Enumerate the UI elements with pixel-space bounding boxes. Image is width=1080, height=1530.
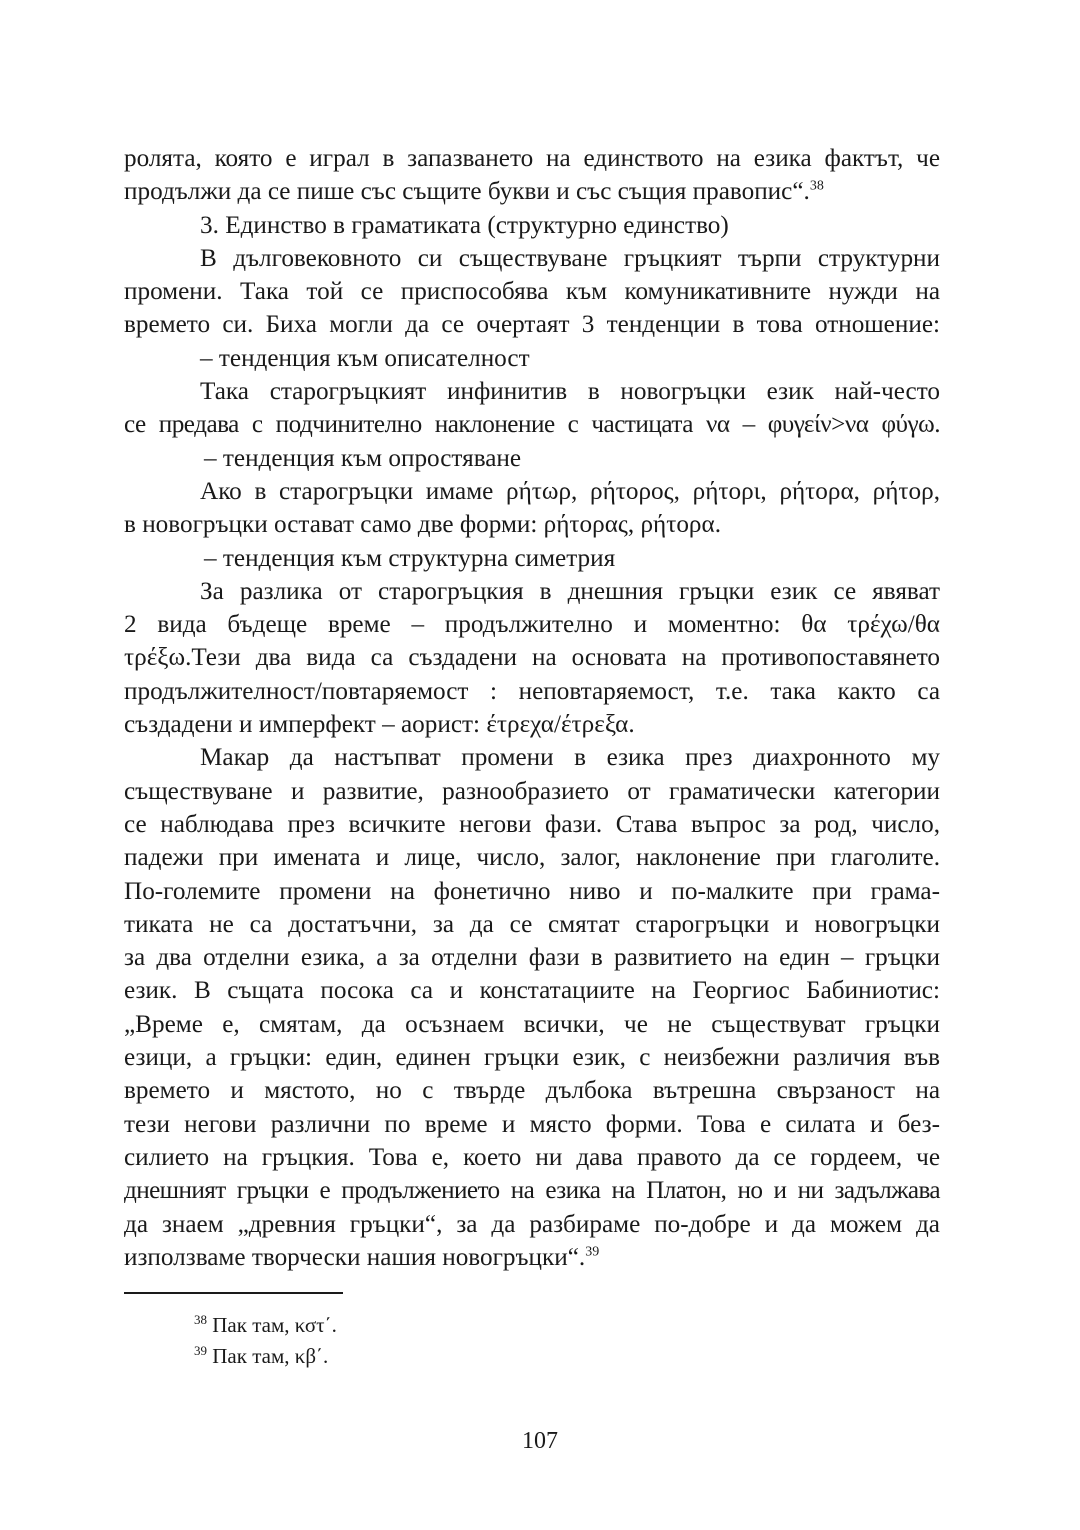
text-line: силието на гръцкия. Това е, което ни дава правото да се гордеем, че: [124, 1143, 940, 1171]
text-line: се наблюдава през всичките негови фази. Става въпрос за род, число,: [124, 810, 940, 838]
text-line: Ако в старогръцки имаме ρήτωρ, ρήτορος, ρήτορι, ρήτορα, ρήτορ,: [200, 477, 940, 505]
text-line: τρέξω.Тези два вида са създадени на основата на противопоставянето: [124, 644, 940, 672]
footnote-separator: [124, 1292, 343, 1294]
text-line: времето и мястото, но с твърде дълбока вътрешна свързаност на: [124, 1077, 940, 1105]
text-line: В дълговековното си съществуване гръцкият търпи структурни: [200, 244, 940, 272]
section-heading: 3. Единство в граматиката (структурно единство): [200, 211, 729, 239]
text-line: „Време е, смятам, да осъзнаем всички, че не съществуват гръцки: [124, 1010, 940, 1038]
footnote-ref-39: 39: [585, 1244, 600, 1260]
page-number: 107: [522, 1428, 558, 1454]
text-line: времето си. Биха могли да се очертаят 3 тенденции в това отношение:: [124, 311, 940, 339]
text-line: тиката не са достатъчни, за да се смятат старогръцки и новогръцки: [124, 910, 940, 938]
text-line: промени. Така той се приспособява към комуникативните нужди на: [124, 278, 940, 306]
text-line: се предава с подчинително наклонение с частицата να – φυγείν>να φύγω.: [124, 411, 940, 439]
footnotes: [194, 1310, 337, 1372]
footnote-ref-38: 38: [809, 178, 824, 194]
text-line: използваме творчески нашия новогръцки“.$^{39}$: [124, 1243, 600, 1271]
text-line: език. В същата посока са и констатациите на Георгиос Бабиниотис:: [124, 977, 940, 1005]
text-line: езици, а гръцки: един, единен гръцки език, с неизбежни различия във: [124, 1044, 940, 1072]
text-line: да знаем „древния гръцки“, за да разбираме по-добре и да можем да: [124, 1210, 940, 1238]
footnote-39: $^{39}$ Пак там, κβ΄.: [194, 1343, 329, 1368]
text-line: Макар да настъпват промени в езика през диахронното му: [200, 744, 940, 772]
text-line: – тенденция към опростяване: [204, 444, 522, 472]
text-line: По-големите промени на фонетично ниво и по-малките при грама-: [124, 877, 940, 905]
text-line: тези негови различни по време и място форми. Това е силата и без-: [124, 1110, 940, 1138]
text-line: – тенденция към структурна симетрия: [204, 544, 616, 572]
text-line: падежи при имената и лице, число, залог, наклонение при глаголите.: [124, 844, 940, 872]
text-line: 2 вида бъдеще време – продължително и моментно: θα τρέχω/θα: [124, 611, 940, 639]
text-line: днешният гръцки е продължението на езика на Платон, но и ни задължава: [124, 1177, 940, 1205]
text-line: – тенденция към описателност: [200, 344, 530, 372]
text-line: продължи да се пише със същите букви и със същия правопис“.$^{38}$: [124, 178, 824, 206]
page-body: [124, 142, 940, 1274]
text-line: в новогръцки остават само две форми: ρήτορας, ρήτορα.: [124, 511, 721, 539]
text-line: Така старогръцкият инфинитив в новогръцки език най-често: [200, 378, 940, 406]
text-line: съществуване и развитие, разнообразието от граматически категории: [124, 777, 940, 805]
text-line: създадени и имперфект – аорист: έτρεχα/έτρεξα.: [124, 711, 635, 739]
text-line: продължителност/повтаряемост : неповтаряемост, т.е. така както са: [124, 677, 940, 705]
text-line: ролята, която е играл в запазването на единството на езика фактът, че: [124, 145, 940, 172]
text-line: за два отделни езика, а за отделни фази в развитието на един – гръцки: [124, 944, 940, 972]
text-line: За разлика от старогръцкия в днешния гръцки език се явяват: [200, 577, 940, 605]
footnote-38: $^{38}$ Пак там, κστ΄.: [194, 1312, 337, 1337]
